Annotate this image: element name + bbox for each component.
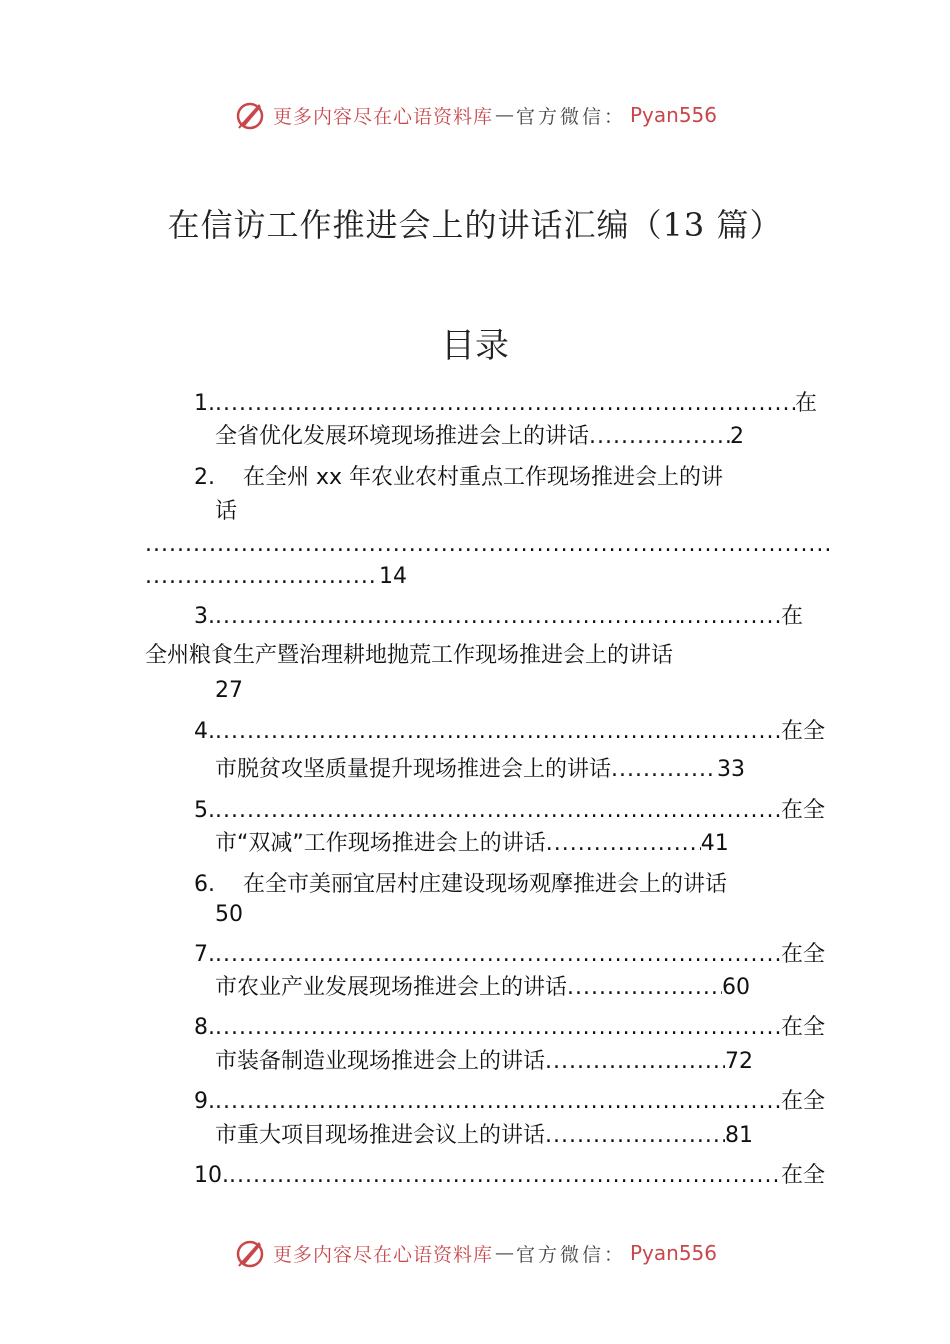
toc-title: 全省优化发展环境现场推进会上的讲话 bbox=[215, 424, 590, 449]
toc-number: 2. bbox=[194, 465, 215, 490]
leader-dots bbox=[215, 602, 781, 632]
toc-entry-1[interactable] bbox=[194, 389, 817, 419]
toc-page-number: 50 bbox=[215, 902, 243, 927]
toc-number: 1. bbox=[194, 391, 215, 416]
toc-entry-7[interactable] bbox=[194, 940, 825, 970]
toc-page-number: 81 bbox=[725, 1123, 754, 1148]
leader-dots bbox=[215, 389, 795, 419]
toc-page-number: 27 bbox=[215, 678, 243, 703]
toc-number: 10. bbox=[194, 1163, 229, 1188]
leader-dots bbox=[545, 1121, 725, 1151]
toc-number: 3. bbox=[194, 604, 215, 629]
banner-wechat-id: Pyan556 bbox=[630, 1241, 718, 1265]
header-banner bbox=[0, 95, 950, 135]
toc-entry-8[interactable] bbox=[194, 1013, 825, 1043]
toc-number: 8. bbox=[194, 1015, 215, 1040]
leader-dots bbox=[145, 562, 379, 592]
toc-entry-2-page-line[interactable] bbox=[145, 562, 407, 592]
leader-dots bbox=[215, 1013, 781, 1043]
toc-title: 市脱贫攻坚质量提升现场推进会上的讲话 bbox=[215, 757, 612, 782]
quill-logo-icon bbox=[233, 1236, 267, 1270]
toc-number: 9. bbox=[194, 1089, 215, 1114]
footer-banner bbox=[0, 1233, 950, 1273]
banner-wechat-id: Pyan556 bbox=[630, 103, 718, 127]
toc-title-start: 在 bbox=[781, 604, 804, 629]
leader-dots bbox=[546, 829, 701, 859]
toc-title-start: 在全 bbox=[781, 1163, 826, 1188]
toc-number: 7. bbox=[194, 942, 215, 967]
toc-title: 在全市美丽宜居村庄建设现场观摩推进会上的讲话 bbox=[243, 872, 728, 897]
toc-title: 市“双减”工作现场推进会上的讲话 bbox=[215, 831, 546, 856]
toc-title-start: 在全 bbox=[781, 798, 826, 823]
leader-dots bbox=[215, 940, 781, 970]
toc-entry-4[interactable] bbox=[194, 717, 825, 747]
toc-title-start: 在全 bbox=[781, 1089, 826, 1114]
toc-entry-10[interactable] bbox=[194, 1161, 825, 1191]
toc-entry-2-dots bbox=[145, 530, 833, 560]
toc-entry-4-cont[interactable] bbox=[215, 755, 745, 785]
leader-dots bbox=[589, 422, 730, 452]
banner-slogan: 更多内容尽在心语资料库 bbox=[272, 1243, 493, 1266]
document-title: 在信访工作推进会上的讲话汇编（13 篇） bbox=[167, 206, 783, 244]
leader-dots bbox=[545, 1047, 725, 1077]
toc-title: 市装备制造业现场推进会上的讲话 bbox=[215, 1049, 546, 1074]
toc-entry-5-cont[interactable] bbox=[215, 829, 729, 859]
toc-title-start: 在全 bbox=[781, 719, 826, 744]
toc-entry-1-cont[interactable] bbox=[215, 422, 744, 452]
toc-heading: 目录 bbox=[441, 326, 509, 366]
toc-entry-7-cont[interactable] bbox=[215, 973, 750, 1003]
toc-entry-3[interactable] bbox=[194, 602, 803, 632]
leader-dots bbox=[229, 1161, 781, 1191]
toc-page-number: 41 bbox=[700, 831, 729, 856]
leader-dots bbox=[215, 717, 781, 747]
toc-entry-5[interactable] bbox=[194, 796, 825, 826]
toc-title: 话 bbox=[215, 499, 238, 524]
toc-page-number: 60 bbox=[722, 975, 751, 1000]
toc-number: 5. bbox=[194, 798, 215, 823]
toc-entry-6[interactable] bbox=[194, 870, 727, 900]
quill-logo-icon bbox=[233, 98, 267, 132]
toc-entry-3-page[interactable] bbox=[215, 676, 243, 706]
leader-dots bbox=[567, 973, 722, 1003]
toc-title: 在全州 xx 年农业农村重点工作现场推进会上的讲 bbox=[243, 465, 724, 490]
toc-page-number: 2 bbox=[730, 424, 745, 449]
toc-entry-2-cont[interactable] bbox=[215, 497, 237, 527]
toc-entry-6-page[interactable] bbox=[215, 900, 243, 930]
toc-title: 全州粮食生产暨治理耕地抛荒工作现场推进会上的讲话 bbox=[145, 643, 674, 668]
banner-slogan: 更多内容尽在心语资料库 bbox=[272, 105, 493, 128]
banner-wechat-label: 官方微信： bbox=[515, 105, 626, 128]
banner-dash: — bbox=[494, 104, 514, 126]
toc-page-number: 72 bbox=[725, 1049, 754, 1074]
leader-dots bbox=[145, 530, 833, 560]
toc-title-start: 在全 bbox=[781, 1015, 826, 1040]
toc-page-number: 14 bbox=[379, 564, 407, 589]
toc-entry-3-cont[interactable] bbox=[145, 641, 673, 671]
toc-entry-8-cont[interactable] bbox=[215, 1047, 753, 1077]
toc-number: 6. bbox=[194, 872, 215, 897]
leader-dots bbox=[215, 1087, 781, 1117]
leader-dots bbox=[611, 755, 717, 785]
leader-dots bbox=[215, 796, 781, 826]
toc-entry-9-cont[interactable] bbox=[215, 1121, 753, 1151]
toc-title: 市农业产业发展现场推进会上的讲话 bbox=[215, 975, 568, 1000]
toc-entry-9[interactable] bbox=[194, 1087, 825, 1117]
toc-entry-2[interactable] bbox=[194, 463, 723, 493]
toc-page-number: 33 bbox=[717, 757, 746, 782]
banner-dash: — bbox=[494, 1242, 514, 1264]
toc-title-start: 在 bbox=[795, 391, 818, 416]
toc-title-start: 在全 bbox=[781, 942, 826, 967]
banner-wechat-label: 官方微信： bbox=[515, 1243, 626, 1266]
toc-title: 市重大项目现场推进会议上的讲话 bbox=[215, 1123, 546, 1148]
toc-number: 4. bbox=[194, 719, 215, 744]
